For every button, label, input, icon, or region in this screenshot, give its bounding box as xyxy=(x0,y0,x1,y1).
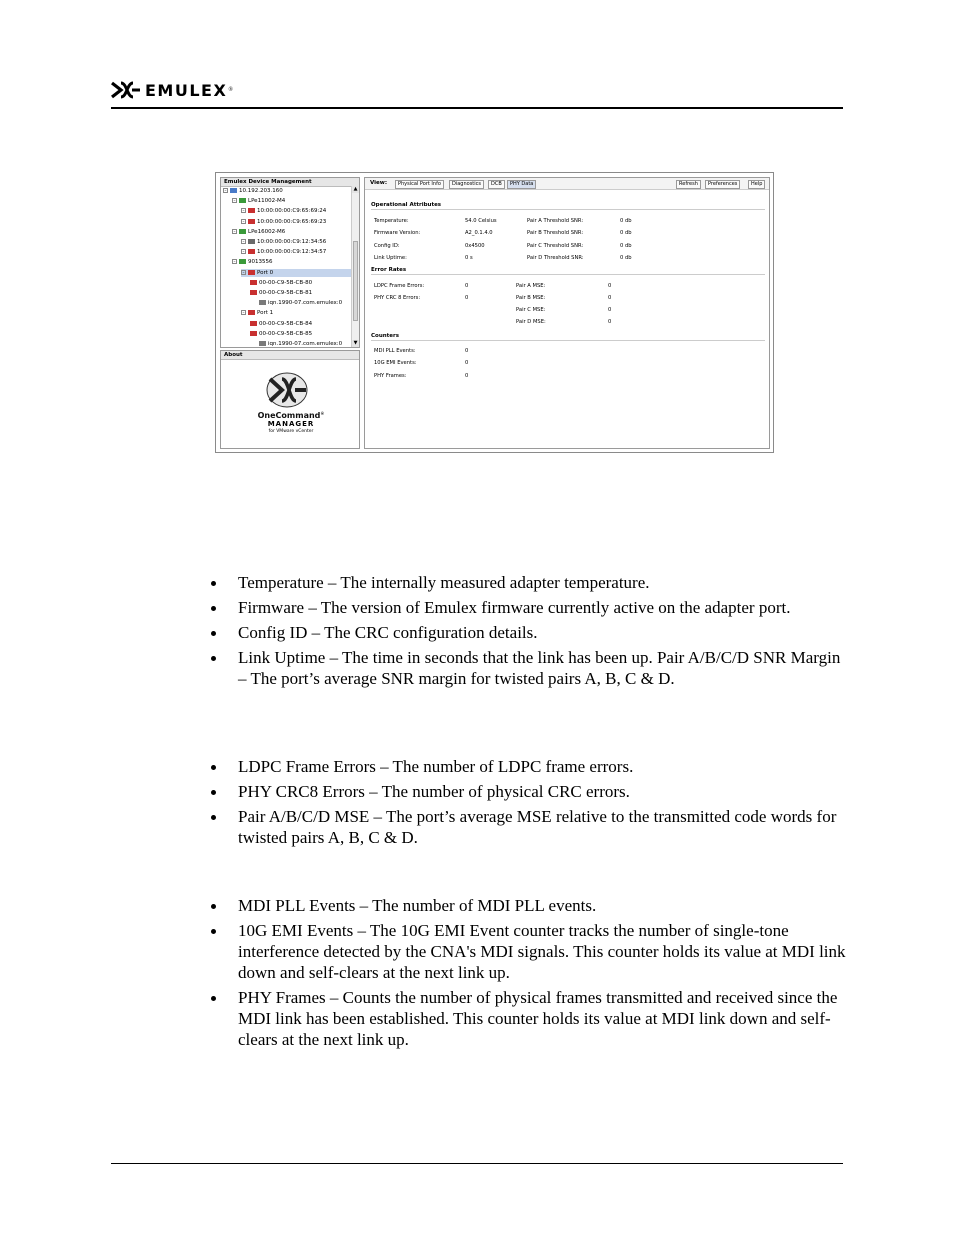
onecommand-logo-icon xyxy=(264,371,310,409)
error-label: PHY CRC 8 Errors: xyxy=(374,295,421,301)
tree-item[interactable] xyxy=(250,289,351,297)
collapse-icon[interactable]: – xyxy=(242,208,245,214)
tree-item-label: 10:00:00:00:C9:65:69:24 xyxy=(257,208,327,215)
tree-item-label: 9013556 xyxy=(248,259,273,266)
iscsi-icon xyxy=(259,300,266,305)
brand-trademark: ® xyxy=(228,87,233,93)
scroll-up-icon[interactable]: ▲ xyxy=(353,186,358,192)
tree-item-label: 10.192.203.160 xyxy=(239,188,283,194)
tree-item-label: Port 0 xyxy=(257,269,274,276)
nic-icon xyxy=(250,321,257,326)
port-down-icon xyxy=(248,219,255,224)
error-rates-divider xyxy=(371,274,765,275)
tree-item-label: 00-00-C9-5B-CB-84 xyxy=(259,320,313,327)
tree-item-label: iqn.1990-07.com.emulex:0 xyxy=(268,300,343,307)
bullet-item: Config ID – The CRC configuration details. xyxy=(211,622,851,643)
tree-item[interactable] xyxy=(250,320,351,328)
bullet-item: PHY Frames – Counts the number of physical frames transmitted and received since the MDI link has been established. This counter holds its value at MDI link down and self-clears at the next link up. xyxy=(211,987,851,1050)
counter-label: PHY Frames: xyxy=(374,372,407,379)
tree-scrollbar[interactable] xyxy=(351,186,359,347)
attribute-label: Firmware Version: xyxy=(374,230,421,237)
collapse-icon[interactable]: – xyxy=(242,310,245,316)
attribute-value: 0x4500 xyxy=(465,242,485,249)
scroll-down-icon[interactable]: ▼ xyxy=(353,340,358,346)
tree-item[interactable] xyxy=(259,340,351,348)
product-sub: for VMware vCenter xyxy=(268,429,314,434)
tree-item[interactable] xyxy=(250,330,351,338)
tree-item-label: 00-00-C9-5B-CB-85 xyxy=(259,330,313,337)
port-down-icon xyxy=(248,310,255,315)
phy-data-screenshot xyxy=(215,172,774,453)
mse-label: Pair A MSE: xyxy=(516,283,546,289)
about-title: About xyxy=(221,351,359,360)
view-toolbar xyxy=(365,178,769,190)
attribute-value: 54.0 Celsius xyxy=(465,218,497,224)
adapter-icon xyxy=(239,198,246,203)
bullet-item: MDI PLL Events – The number of MDI PLL events. xyxy=(211,895,851,916)
tree-item[interactable] xyxy=(232,228,351,236)
tree-item[interactable] xyxy=(241,269,351,277)
refresh-button[interactable]: Refresh xyxy=(676,180,701,189)
snr-label: Pair D Threshold SNR: xyxy=(527,254,584,261)
attribute-value: A2_0.1.4.0 xyxy=(465,230,493,237)
snr-value: 0 db xyxy=(620,242,632,249)
view-label: View: xyxy=(370,180,388,186)
bullet-item: Link Uptime – The time in seconds that the link has been up. Pair A/B/C/D SNR Margin – The port’s average SNR margin for twisted pairs A, B, C & D. xyxy=(211,647,851,689)
tree-item-label: 10:00:00:00:C9:12:34:57 xyxy=(257,249,327,256)
collapse-icon[interactable]: – xyxy=(233,228,236,234)
tree-item[interactable] xyxy=(232,258,351,266)
tab-physical-port-info[interactable]: Physical Port Info xyxy=(395,180,444,189)
mse-value: 0 xyxy=(608,295,612,301)
host-icon xyxy=(230,188,237,193)
nic-icon xyxy=(250,290,257,295)
operational-attributes-list xyxy=(211,572,851,693)
left-pane xyxy=(220,177,360,449)
bullet-item: 10G EMI Events – The 10G EMI Event counter tracks the number of single-tone interference detected by the CNA's MDI signals. This counter holds its value at MDI link down and self-clears at the next link up. xyxy=(211,920,851,983)
error-rates-heading: Error Rates xyxy=(371,267,407,273)
about-panel xyxy=(220,350,360,449)
port-down-icon xyxy=(248,249,255,254)
tree-item[interactable] xyxy=(250,279,351,287)
counter-value: 0 xyxy=(465,348,469,354)
mse-label: Pair B MSE: xyxy=(516,295,546,301)
counter-value: 0 xyxy=(465,372,469,379)
tree-item-label: Port 1 xyxy=(257,310,274,317)
nic-icon xyxy=(250,331,257,336)
snr-label: Pair B Threshold SNR: xyxy=(527,230,584,237)
tree-item-label: 00-00-C9-5B-CB-80 xyxy=(259,279,313,286)
emulex-mark-icon xyxy=(111,81,141,99)
bullet-item: Temperature – The internally measured adapter temperature. xyxy=(211,572,851,593)
emulex-logo xyxy=(111,80,233,100)
port-down-icon xyxy=(248,270,255,275)
attribute-label: Config ID: xyxy=(374,242,400,249)
operational-attributes-heading: Operational Attributes xyxy=(371,202,442,208)
tree-item[interactable] xyxy=(241,238,351,246)
bullet-item: LDPC Frame Errors – The number of LDPC frame errors. xyxy=(211,756,851,777)
tree-item-label: 10:00:00:00:C9:65:69:23 xyxy=(257,218,327,225)
snr-value: 0 db xyxy=(620,230,632,237)
counter-label: MDI PLL Events: xyxy=(374,348,416,354)
tree-item[interactable] xyxy=(241,207,351,215)
tab-dcb[interactable]: DCB xyxy=(488,180,505,189)
mse-value: 0 xyxy=(608,307,612,313)
port-down-icon xyxy=(248,208,255,213)
tab-diagnostics[interactable]: Diagnostics xyxy=(449,180,484,189)
attribute-label: Temperature: xyxy=(374,218,409,224)
error-rates-list xyxy=(211,756,851,852)
port-icon xyxy=(248,239,255,244)
tree-item-label: LPe16002-M6 xyxy=(248,228,286,235)
error-value: 0 xyxy=(465,295,469,301)
error-label: LDPC Frame Errors: xyxy=(374,283,425,289)
adapter-icon xyxy=(239,229,246,234)
tree-item[interactable] xyxy=(259,299,351,307)
tree-item[interactable] xyxy=(232,197,351,205)
counters-list xyxy=(211,895,851,1054)
tree-item-label: 10:00:00:00:C9:12:34:56 xyxy=(257,239,327,245)
counter-value: 0 xyxy=(465,360,469,367)
footer-rule xyxy=(111,1163,843,1164)
tree-item[interactable] xyxy=(241,309,351,317)
nic-icon xyxy=(250,280,257,285)
snr-value: 0 db xyxy=(620,254,632,261)
attribute-label: Link Uptime: xyxy=(374,254,407,261)
tree-item-label: LPe11002-M4 xyxy=(248,198,286,205)
right-pane xyxy=(364,177,770,449)
attribute-value: 0 s xyxy=(465,254,473,261)
collapse-icon[interactable]: – xyxy=(242,218,245,224)
collapse-icon[interactable]: – xyxy=(242,249,245,255)
mse-label: Pair C MSE: xyxy=(516,307,546,313)
collapse-icon[interactable]: – xyxy=(224,188,227,193)
snr-label: Pair A Threshold SNR: xyxy=(527,218,584,224)
snr-label: Pair C Threshold SNR: xyxy=(527,242,584,249)
snr-value: 0 db xyxy=(620,218,632,224)
adapter-icon xyxy=(239,259,246,264)
device-tree-panel xyxy=(220,177,360,348)
counter-label: 10G EMI Events: xyxy=(374,360,417,367)
collapse-icon[interactable]: – xyxy=(233,198,236,204)
iscsi-icon xyxy=(259,341,266,346)
mse-value: 0 xyxy=(608,319,612,325)
product-line2: MANAGER xyxy=(267,420,315,428)
header-rule xyxy=(111,107,843,109)
operational-divider xyxy=(371,209,765,210)
mse-label: Pair D MSE: xyxy=(516,319,546,325)
tree-item[interactable] xyxy=(223,187,351,195)
bullet-item: PHY CRC8 Errors – The number of physical CRC errors. xyxy=(211,781,851,802)
help-button[interactable]: Help xyxy=(748,180,765,189)
collapse-icon[interactable]: – xyxy=(242,239,245,244)
bullet-item: Pair A/B/C/D MSE – The port’s average MSE relative to the transmitted code words for twisted pairs A, B, C & D. xyxy=(211,806,851,848)
error-value: 0 xyxy=(465,283,469,289)
tree-item-label: 00-00-C9-5B-CB-81 xyxy=(259,290,313,296)
tab-phy-data[interactable]: PHY Data xyxy=(507,180,536,189)
preferences-button[interactable]: Preferences xyxy=(705,180,740,189)
product-name: OneCommand® xyxy=(257,411,325,420)
collapse-icon[interactable]: – xyxy=(233,259,236,265)
tree-item-label: iqn.1990-07.com.emulex:0 xyxy=(268,341,343,347)
counters-divider xyxy=(371,340,765,341)
mse-value: 0 xyxy=(608,283,612,289)
tree-title: Emulex Device Management xyxy=(221,178,359,187)
counters-heading: Counters xyxy=(371,333,399,339)
bullet-item: Firmware – The version of Emulex firmware currently active on the adapter port. xyxy=(211,597,851,618)
scroll-thumb[interactable] xyxy=(353,241,358,321)
tree-item[interactable] xyxy=(241,248,351,256)
tree-item[interactable] xyxy=(241,218,351,226)
collapse-icon[interactable]: – xyxy=(242,269,245,275)
brand-name: EMULEX xyxy=(145,80,228,100)
